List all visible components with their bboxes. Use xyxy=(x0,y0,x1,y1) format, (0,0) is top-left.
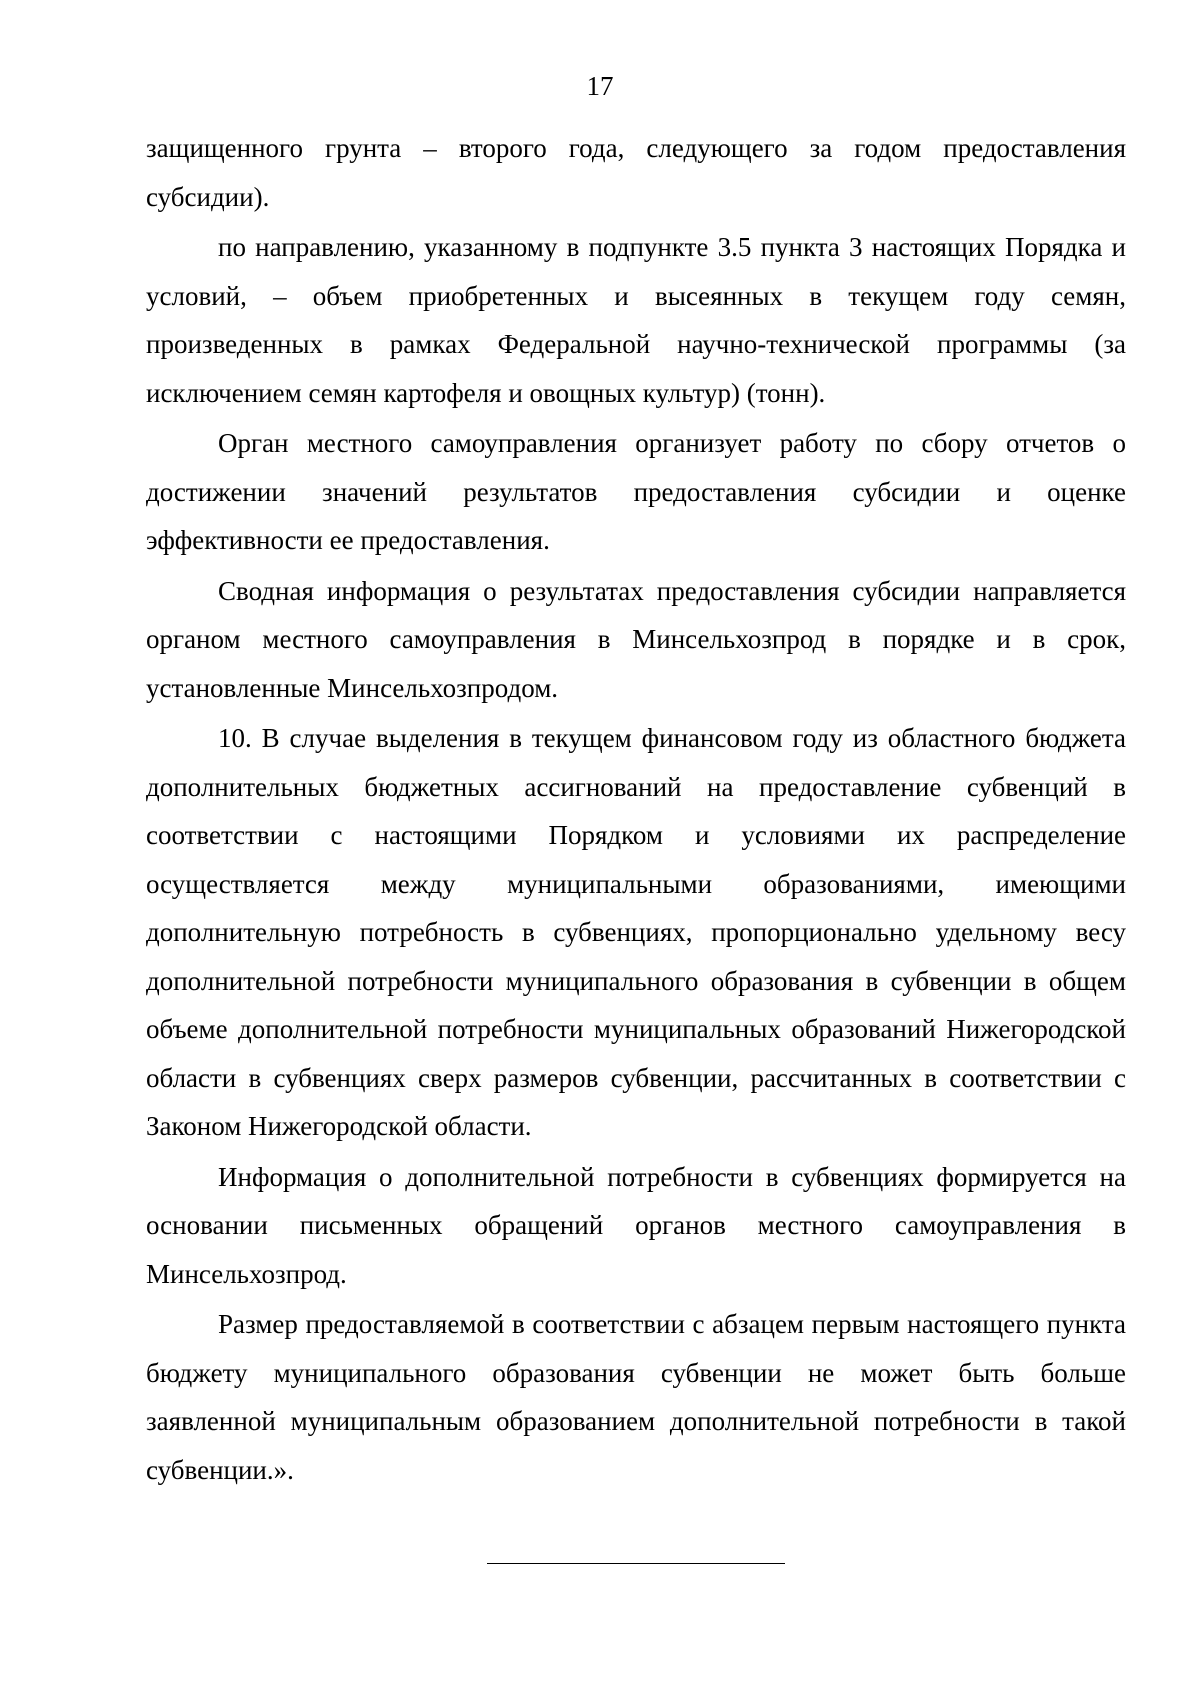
paragraph-subvention-size: Размер предоставляемой в соответствии с абзацем первым настоящего пункта бюджету муниципального образования субвенции не может быть больше заявленной муниципальным образованием дополнительной потребности в такой субвенции.». xyxy=(146,1309,1126,1485)
paragraph-direction-3-5: по направлению, указанному в подпункте 3.5 пункта 3 настоящих Порядка и условий, – объем приобретенных и высеянных в текущем году семян, произведенных в рамках Федеральной научно-технической программы (за исключением семян картофеля и овощных культур) (тонн). xyxy=(146,232,1126,408)
paragraph-continuation: защищенного грунта – второго года, следующего за годом предоставления субсидии). xyxy=(146,133,1126,212)
paragraph-additional-need: Информация о дополнительной потребности в субвенциях формируется на основании письменных обращений органов местного самоуправления в Минсельхозпрод. xyxy=(146,1161,1126,1289)
page-number: 17 xyxy=(586,71,614,101)
document-body xyxy=(146,124,1126,1494)
paragraph-item-10: 10. В случае выделения в текущем финансовом году из областного бюджета дополнительных бюджетных ассигнований на предоставление субвенций в соответствии с настоящими Порядком и условиями их распределение осуществляется между муниципальными образованиями, имеющими дополнительную потребность в субвенциях, пропорционально удельному весу дополнительной потребности муниципального образования в субвенции в общем объеме дополнительной потребности муниципальных образований Нижегородской области в субвенциях сверх размеров субвенции, рассчитанных в соответствии с Законом Нижегородской области. xyxy=(146,723,1126,1141)
paragraph-summary-info: Сводная информация о результатах предоставления субсидии направляется органом местного самоуправления в Минсельхозпрод в порядке и в срок, установленные Минсельхозпродом. xyxy=(146,575,1126,703)
end-separator-line xyxy=(487,1563,785,1564)
paragraph-report-collection: Орган местного самоуправления организует работу по сбору отчетов о достижении значений результатов предоставления субсидии и оценке эффективности ее предоставления. xyxy=(146,428,1126,555)
